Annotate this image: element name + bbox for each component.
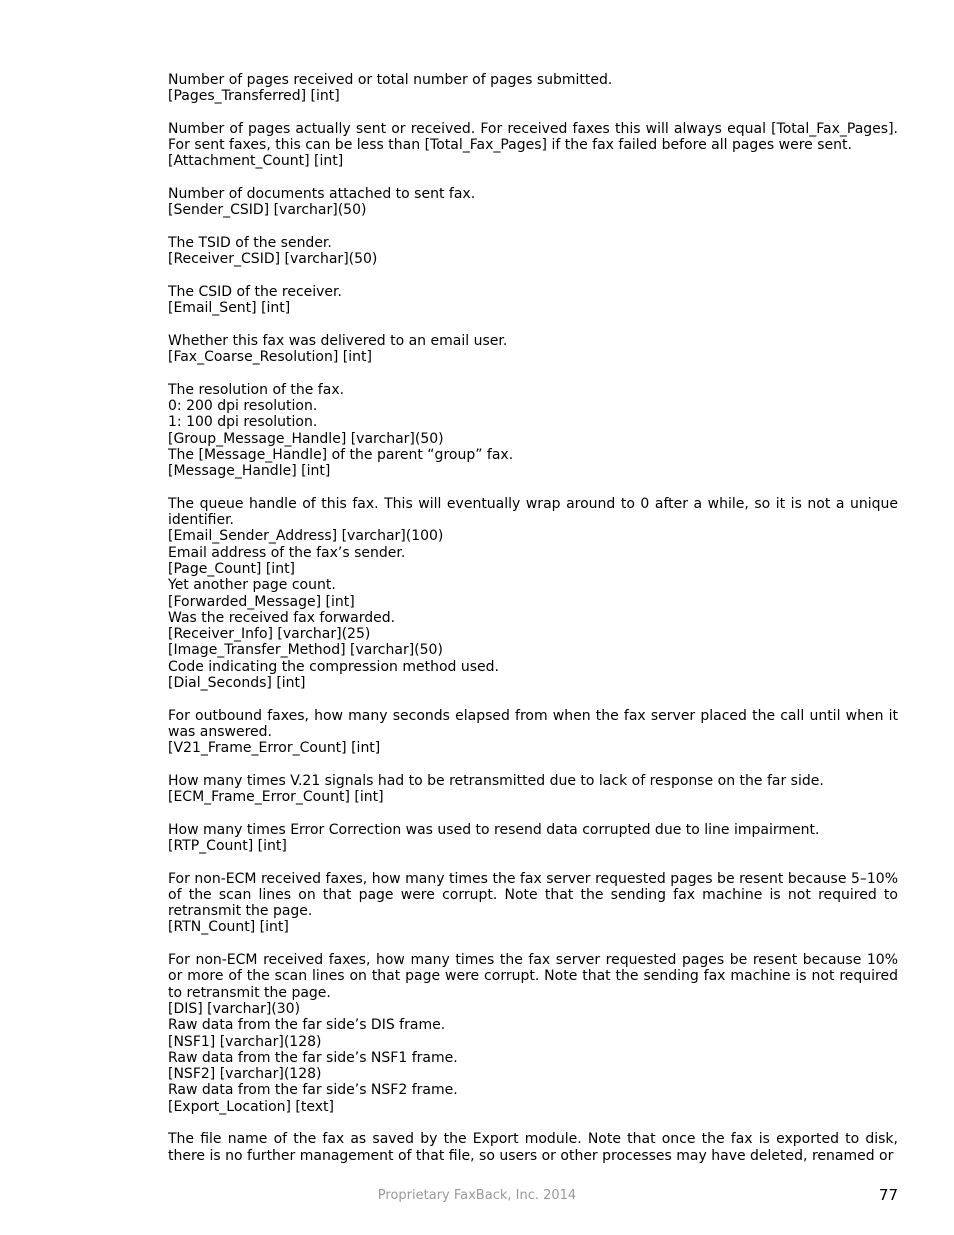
export-location-description: The file name of the fax as saved by the Export module. Note that once the fax is exported to disk, there is no further management of that file, so users or other processes may have deleted, renamed or [168,1131,898,1164]
document-body [168,72,898,1164]
forwarded-message-description: Was the received fax forwarded. [168,609,396,626]
nsf1-field: [NSF1] [varchar](128) [168,1033,322,1050]
rtp-count-field: [RTP_Count] [int] [168,837,287,854]
paragraph-gap [168,854,898,870]
sender-csid-description: The TSID of the sender. [168,234,332,251]
forwarded-message-field: [Forwarded_Message] [int] [168,593,355,610]
rtp-count-description: For non-ECM received faxes, how many times the fax server requested pages be resent because 5–10% of the scan lines on that page were corrupt. Note that the sending fax machine is not required to retransmit the page. [168,870,898,920]
email-sent-field: [Email_Sent] [int] [168,300,291,317]
receiver-info-field: [Receiver_Info] [varchar](25) [168,626,371,643]
message-handle-field: [Message_Handle] [int] [168,463,331,480]
dial-seconds-description: For outbound faxes, how many seconds elapsed from when the fax server placed the call until when it was answered. [168,707,898,740]
paragraph-gap [168,316,898,332]
paragraph-gap [168,936,898,952]
receiver-csid-field: [Receiver_CSID] [varchar](50) [168,251,378,268]
rtn-count-field: [RTN_Count] [int] [168,919,289,936]
nsf1-description: Raw data from the far side’s NSF1 frame. [168,1049,458,1066]
rtn-count-description: For non-ECM received faxes, how many times the fax server requested pages be resent because 10% or more of the scan lines on that page were corrupt. Note that the sending fax machine is not required to retransmit the page. [168,952,898,1001]
export-location-field: [Export_Location] [text] [168,1098,334,1115]
ecm-frame-error-count-description: How many times Error Correction was used to resend data corrupted due to line impairment. [168,821,820,838]
sender-csid-field: [Sender_CSID] [varchar](50) [168,202,367,219]
paragraph-gap [168,365,898,381]
dial-seconds-field: [Dial_Seconds] [int] [168,674,306,691]
paragraph-gap [168,479,898,495]
page-number: 77 [878,1186,898,1204]
v21-frame-error-count-field: [V21_Frame_Error_Count] [int] [168,740,381,757]
footer-copyright: Proprietary FaxBack, Inc. 2014 [377,1188,577,1203]
paragraph-gap [168,219,898,235]
attachment-count-description: Number of documents attached to sent fax. [168,186,476,203]
resolution-option-1: 1: 100 dpi resolution. [168,414,318,431]
message-handle-description: The queue handle of this fax. This will eventually wrap around to 0 after a while, so it is not a unique identifier. [168,495,898,529]
dis-field: [DIS] [varchar](30) [168,1000,301,1017]
pages-received-description: Number of pages received or total number of pages submitted. [168,72,613,88]
email-sender-address-field: [Email_Sender_Address] [varchar](100) [168,528,444,545]
attachment-count-field: [Attachment_Count] [int] [168,153,344,170]
paragraph-gap [168,691,898,707]
page-count-description: Yet another page count. [168,577,336,594]
group-message-handle-field: [Group_Message_Handle] [varchar](50) [168,430,444,447]
receiver-csid-description: The CSID of the receiver. [168,283,342,300]
nsf2-field: [NSF2] [varchar](128) [168,1066,322,1083]
email-sender-address-description: Email address of the fax’s sender. [168,544,406,561]
paragraph-gap [168,170,898,186]
page-count-field: [Page_Count] [int] [168,560,296,577]
pages-transferred-field: [Pages_Transferred] [int] [168,88,340,105]
dis-description: Raw data from the far side’s DIS frame. [168,1017,446,1034]
group-message-handle-description: The [Message_Handle] of the parent “group” fax. [168,446,514,463]
paragraph-gap [168,105,898,121]
fax-coarse-resolution-description: The resolution of the fax. [168,381,345,398]
paragraph-gap [168,268,898,284]
image-transfer-method-description: Code indicating the compression method used. [168,658,499,675]
paragraph-gap [168,756,898,772]
paragraph-gap [168,805,898,821]
nsf2-description: Raw data from the far side’s NSF2 frame. [168,1082,458,1099]
image-transfer-method-field: [Image_Transfer_Method] [varchar](50) [168,642,443,659]
paragraph-gap [168,1115,898,1131]
resolution-option-0: 0: 200 dpi resolution. [168,397,318,414]
ecm-frame-error-count-field: [ECM_Frame_Error_Count] [int] [168,789,384,806]
pages-transferred-description: Number of pages actually sent or received. For received faxes this will always equal [Total_Fax_Pages]. For sent faxes, this can be less than [Total_Fax_Pages] if the fax failed before all pages were sent. [168,120,898,154]
v21-frame-error-count-description: How many times V.21 signals had to be retransmitted due to lack of response on the far side. [168,772,824,789]
email-sent-description: Whether this fax was delivered to an email user. [168,332,508,349]
fax-coarse-resolution-field: [Fax_Coarse_Resolution] [int] [168,349,372,366]
